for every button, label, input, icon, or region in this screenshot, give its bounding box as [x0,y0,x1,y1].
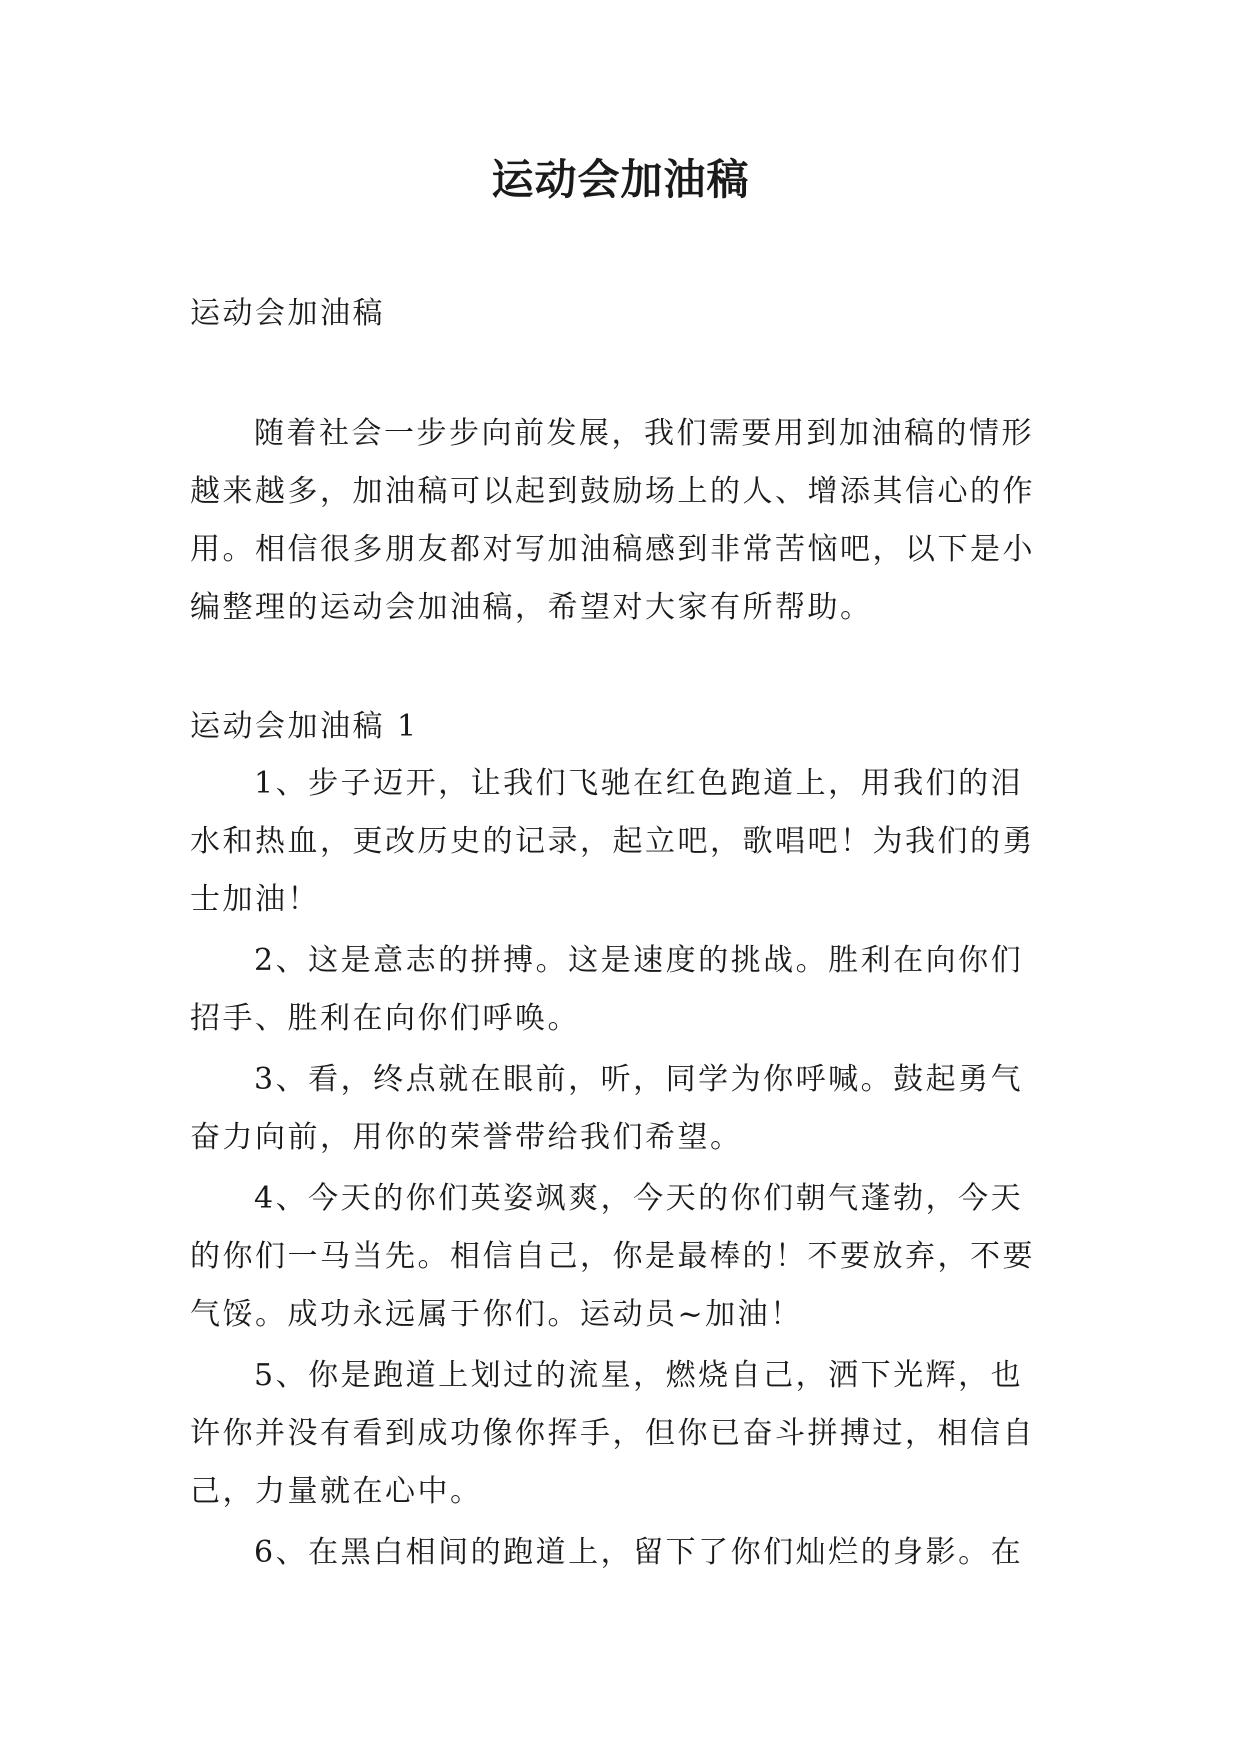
cheer-item-6: 6、在黑白相间的跑道上，留下了你们灿烂的身影。在 [254,1535,1024,1570]
cheer-item-list [190,755,1050,1585]
intro-paragraph: 随着社会一步步向前发展，我们需要用到加油稿的情形越来越多，加油稿可以起到鼓励场上的人、增添其信心的作用。相信很多朋友都对写加油稿感到非常苦恼吧，以下是小编整理的运动会加油稿，希望对大家有所帮助。 [190,416,1035,625]
cheer-item-5: 5、你是跑道上划过的流星，燃烧自己，洒下光辉，也许你并没有看到成功像你挥手，但你已奋斗拼搏过，相信自己，力量就在心中。 [190,1358,1035,1509]
cheer-item-2: 2、这是意志的拼搏。这是速度的挑战。胜利在向你们招手、胜利在向你们呼唤。 [190,943,1024,1036]
section-heading: 运动会加油稿 1 [190,709,419,744]
document-subtitle: 运动会加油稿 [190,296,385,331]
cheer-item-4: 4、今天的你们英姿飒爽，今天的你们朝气蓬勃，今天的你们一马当先。相信自己，你是最棒的！不要放弃，不要气馁。成功永远属于你们。运动员~加油！ [190,1181,1035,1332]
document-title: 运动会加油稿 [491,155,750,204]
cheer-item-1: 1、步子迈开，让我们飞驰在红色跑道上，用我们的泪水和热血，更改历史的记录，起立吧，歌唱吧！为我们的勇士加油！ [190,766,1035,917]
cheer-item-3: 3、看，终点就在眼前，听，同学为你呼喊。鼓起勇气奋力向前，用你的荣誉带给我们希望。 [190,1062,1024,1155]
